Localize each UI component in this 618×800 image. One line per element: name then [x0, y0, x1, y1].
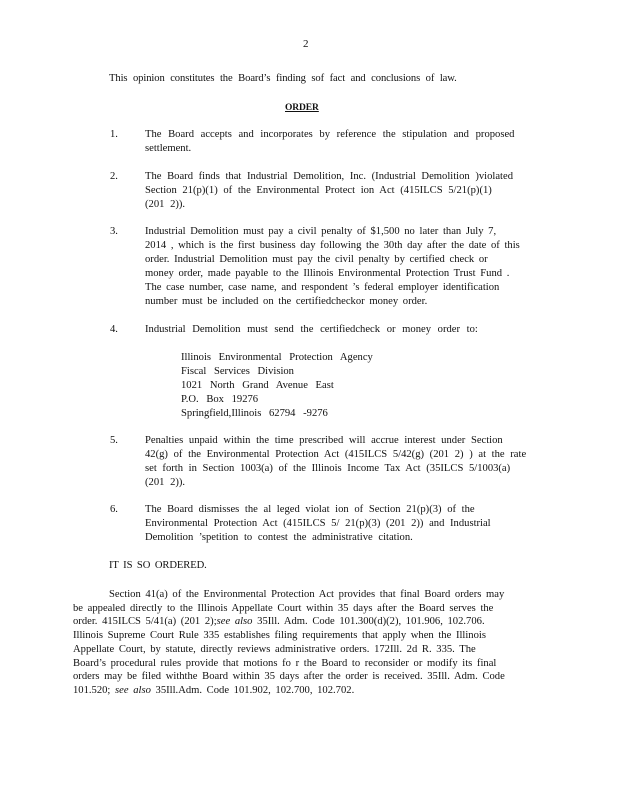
order-item-4	[145, 323, 535, 337]
item-line: number must be included on the certifiedcheckor money order.	[145, 296, 428, 307]
mailing-address	[181, 351, 373, 421]
item-line: 42(g) of the Environmental Protection Act (415ILCS 5/42(g) (201 2) ) at the rate	[145, 449, 527, 460]
page-number: 2	[303, 38, 309, 50]
paragraph-line: Section 41(a) of the Environmental Protection Act provides that final Board orders may	[109, 589, 505, 600]
address-line: Illinois Environmental Protection Agency	[181, 352, 373, 363]
item-line: Penalties unpaid within the time prescribed will accrue interest under Section	[145, 435, 503, 446]
appeal-paragraph	[73, 588, 533, 698]
see-also-signal: see also	[115, 684, 151, 696]
citation-text: order. 415ILCS 5/41(a) (201 2);	[73, 616, 217, 628]
item-number: 5.	[110, 435, 118, 446]
item-number: 6.	[110, 504, 118, 515]
paragraph-line: orders may be filed withthe Board within 35 days after the order is received. 35Ill. Adm. Code	[73, 671, 505, 683]
item-line: The Board accepts and incorporates by reference the stipulation and proposed	[145, 129, 515, 140]
see-also-signal: see also	[216, 616, 253, 628]
address-line: P.O. Box 19276	[181, 394, 259, 405]
item-line: Environmental Protection Act (415ILCS 5/ 21(p)(3) (201 2)) and Industrial	[145, 518, 491, 529]
item-line: The case number, case name, and respondent ’s federal employer identification	[145, 282, 500, 293]
intro-paragraph: This opinion constitutes the Board’s finding sof fact and conclusions of law.	[109, 73, 457, 84]
item-line: (201 2)).	[145, 199, 186, 210]
paragraph-line: Board’s procedural rules provide that motions fo r the Board to reconsider or modify its final	[73, 657, 497, 669]
item-line: Industrial Demolition must send the certifiedcheck or money order to:	[145, 324, 478, 335]
citation-text: 35Ill.Adm. Code 101.902, 102.700, 102.702.	[155, 684, 355, 696]
paragraph-line: be appealed directly to the Illinois Appellate Court within 35 days after the Board serves the	[73, 602, 494, 614]
so-ordered-statement: IT IS SO ORDERED.	[109, 560, 207, 571]
item-line: order. Industrial Demolition must pay the civil penalty by certified check or	[145, 254, 488, 265]
citation-text: 35Ill. Adm. Code 101.300(d)(2), 101.906, 102.706.	[257, 616, 485, 628]
order-item-3	[145, 225, 535, 309]
item-number: 1.	[110, 129, 118, 140]
item-line: The Board dismisses the al leged violat ion of Section 21(p)(3) of the	[145, 504, 475, 515]
address-line: Fiscal Services Division	[181, 366, 294, 377]
item-line: 2014 , which is the first business day following the 30th day after the date of this	[145, 240, 520, 251]
item-line: The Board finds that Industrial Demolition, Inc. (Industrial Demolition )violated	[145, 171, 513, 182]
paragraph-line: Illinois Supreme Court Rule 335 establishes filing requirements that apply when the Illinois	[73, 630, 486, 642]
order-heading: ORDER	[285, 103, 319, 113]
item-line: Section 21(p)(1) of the Environmental Protect ion Act (415ILCS 5/21(p)(1)	[145, 185, 492, 196]
address-line: Springfield,Illinois 62794 -9276	[181, 408, 328, 419]
item-line: (201 2)).	[145, 477, 186, 488]
order-item-2	[145, 170, 535, 212]
citation-text: 101.520;	[73, 684, 111, 696]
item-number: 2.	[110, 171, 118, 182]
item-number: 3.	[110, 226, 118, 237]
item-line: Industrial Demolition must pay a civil penalty of $1,500 no later than July 7,	[145, 226, 497, 237]
item-line: settlement.	[145, 143, 192, 154]
item-line: set forth in Section 1003(a) of the Illinois Income Tax Act (35ILCS 5/1003(a)	[145, 463, 511, 474]
paragraph-line: Appellate Court, by statute, directly reviews administrative orders. 172Ill. 2d R. 335. The	[73, 643, 476, 655]
paragraph-line	[73, 684, 533, 698]
order-item-6	[145, 503, 535, 545]
order-item-1	[145, 128, 535, 156]
item-line: Demolition ’spetition to contest the administrative citation.	[145, 532, 413, 543]
order-item-5	[145, 434, 535, 490]
paragraph-line	[73, 615, 533, 629]
address-line: 1021 North Grand Avenue East	[181, 380, 334, 391]
item-number: 4.	[110, 324, 118, 335]
item-line: money order, made payable to the Illinois Environmental Protection Trust Fund .	[145, 268, 510, 279]
